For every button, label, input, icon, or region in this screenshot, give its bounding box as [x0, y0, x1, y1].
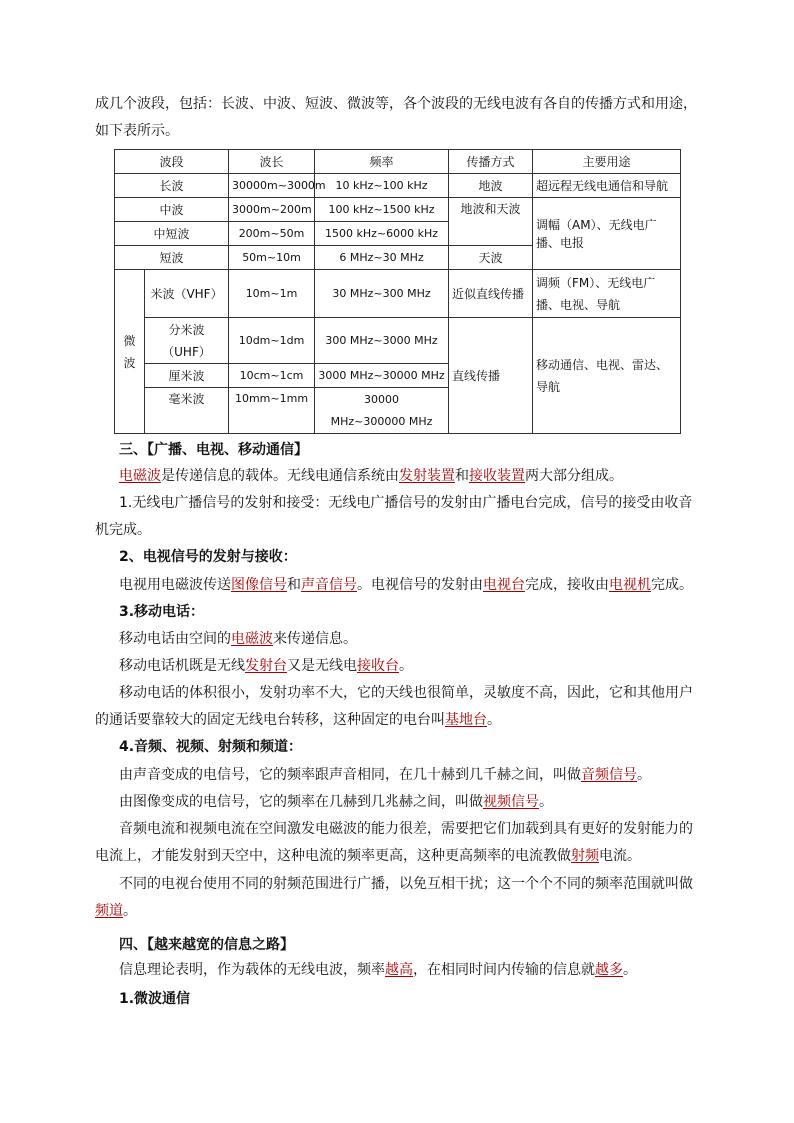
- wavelength-cell: 10cm~1cm: [229, 364, 315, 388]
- header-wavelength: 波长: [229, 150, 315, 174]
- frequency-cell: 300 MHz~3000 MHz: [315, 318, 449, 364]
- text: 。: [637, 767, 651, 783]
- use-cell: 调幅（AM）、无线电广播、电报: [533, 198, 681, 270]
- use-cell: 超远程无线电通信和导航: [533, 174, 681, 198]
- paragraph: [95, 846, 641, 866]
- text: 又是无线电: [287, 658, 357, 674]
- keyword: 越高: [385, 962, 413, 978]
- keyword: 电视台: [483, 577, 525, 593]
- keyword: 图像信号: [231, 577, 287, 593]
- text: 。: [123, 903, 137, 919]
- paragraph: 移动电话的体积很小，发射功率不大，它的天线也很简单，灵敏度不高，因此，它和其他用户: [119, 685, 693, 701]
- text: 。: [623, 962, 637, 978]
- paragraph: [119, 466, 623, 486]
- table-row: [115, 318, 681, 364]
- frequency-cell: 10 kHz~100 kHz: [315, 174, 449, 198]
- text: 完成，接收由: [525, 577, 609, 593]
- text: 移动电话机既是无线: [119, 658, 245, 674]
- paragraph: [95, 710, 501, 730]
- text: 电流上，才能发射到天空中，这种电流的频率更高，这种更高频率的电流教做: [95, 848, 571, 864]
- wavelength-cell: 30000m~3000m: [229, 174, 315, 198]
- table-header-row: [115, 150, 681, 174]
- propagation-cell: 近似直线传播: [449, 270, 533, 318]
- section-title: 【广播、电视、移动通信】: [147, 442, 308, 458]
- keyword: 电磁波: [119, 468, 161, 484]
- propagation-cell: 地波和天波: [449, 198, 533, 246]
- band-cell: 毫米波: [145, 388, 229, 434]
- text: 信息理论表明，作为载体的无线电波，频率: [119, 962, 385, 978]
- use-cell: 调频（FM）、无线电广播、电视、导航: [533, 270, 681, 318]
- text: 是传递信息的载体。无线电通信系统由: [161, 468, 399, 484]
- propagation-cell: 天波: [449, 246, 533, 270]
- frequency-cell: 30000 MHz~300000 MHz: [315, 388, 449, 434]
- band-cell: 分米波（UHF）: [145, 318, 229, 364]
- use-cell: 移动通信、电视、雷达、导航: [533, 318, 681, 434]
- text: 的通话要靠较大的固定无线电台转移，这种固定的电台叫: [95, 712, 445, 728]
- band-cell: 长波: [115, 174, 229, 198]
- wavelength-cell: 3000m~200m: [229, 198, 315, 222]
- section-3-heading: [119, 440, 308, 460]
- paragraph: [119, 960, 637, 980]
- section-title: 【越来越宽的信息之路】: [147, 937, 294, 953]
- wavelength-cell: 10mm~1mm: [229, 388, 315, 434]
- paragraph: [95, 901, 137, 921]
- keyword: 基地台: [445, 712, 487, 728]
- intro-line-1: 成几个波段，包括：长波、中波、短波、微波等，各个波段的无线电波有各自的传播方式和用途，: [95, 96, 697, 112]
- paragraph: 音频电流和视频电流在空间激发电磁波的能力很差，需要把它们加载到具有更好的发射能力的: [119, 821, 693, 837]
- paragraph: 机完成。: [95, 522, 151, 538]
- section-number: 三、: [119, 442, 147, 458]
- band-cell: 中短波: [115, 222, 229, 246]
- frequency-cell: 6 MHz~30 MHz: [315, 246, 449, 270]
- keyword: 声音信号: [301, 577, 357, 593]
- paragraph: [119, 629, 357, 649]
- paragraph: [119, 765, 651, 785]
- keyword: 发射装置: [399, 468, 455, 484]
- band-cell: 中波: [115, 198, 229, 222]
- band-cell: 米波（VHF）: [145, 270, 229, 318]
- table-row: [115, 174, 681, 198]
- keyword: 接收台: [357, 658, 399, 674]
- keyword: 视频信号: [483, 794, 539, 810]
- frequency-cell: 1500 kHz~6000 kHz: [315, 222, 449, 246]
- frequency-cell: 100 kHz~1500 kHz: [315, 198, 449, 222]
- text: 。: [539, 794, 553, 810]
- subheading: 4.音频、视频、射频和频道：: [119, 739, 303, 755]
- keyword: 越多: [595, 962, 623, 978]
- text: 移动电话由空间的: [119, 631, 231, 647]
- header-frequency: 频率: [315, 150, 449, 174]
- paragraph: 1.无线电广播信号的发射和接受：无线电广播信号的发射由广播电台完成，信号的接受由收音: [119, 495, 693, 511]
- wavelength-cell: 50m~10m: [229, 246, 315, 270]
- keyword: 电视机: [609, 577, 651, 593]
- text: 完成。: [651, 577, 693, 593]
- band-cell: 短波: [115, 246, 229, 270]
- header-use: 主要用途: [533, 150, 681, 174]
- keyword: 发射台: [245, 658, 287, 674]
- table-row: [115, 198, 681, 222]
- frequency-cell: 3000 MHz~30000 MHz: [315, 364, 449, 388]
- keyword: 频道: [95, 903, 123, 919]
- frequency-cell: 30 MHz~300 MHz: [315, 270, 449, 318]
- section-number: 四、: [119, 937, 147, 953]
- paragraph: [119, 575, 693, 595]
- subheading: 2、电视信号的发射与接收：: [119, 549, 297, 565]
- paragraph: [119, 656, 413, 676]
- wave-band-table: [114, 149, 681, 434]
- keyword: 音频信号: [581, 767, 637, 783]
- microwave-label-cell: 微波: [115, 270, 145, 434]
- propagation-cell: 地波: [449, 174, 533, 198]
- text: 电流。: [599, 848, 641, 864]
- text: 。: [399, 658, 413, 674]
- text: ，在相同时间内传输的信息就: [413, 962, 595, 978]
- band-cell: 厘米波: [145, 364, 229, 388]
- text: 两大部分组成。: [525, 468, 623, 484]
- header-propagation: 传播方式: [449, 150, 533, 174]
- text: 由图像变成的电信号，它的频率在几赫到几兆赫之间，叫做: [119, 794, 483, 810]
- propagation-cell: 直线传播: [449, 318, 533, 434]
- text: 。电视信号的发射由: [357, 577, 483, 593]
- intro-line-2: 如下表所示。: [95, 123, 179, 139]
- paragraph: [119, 792, 553, 812]
- text: 来传递信息。: [273, 631, 357, 647]
- text: 电视用电磁波传送: [119, 577, 231, 593]
- text: 由声音变成的电信号，它的频率跟声音相同，在几十赫到几千赫之间，叫做: [119, 767, 581, 783]
- text: 和: [287, 577, 301, 593]
- paragraph: 不同的电视台使用不同的射频范围进行广播，以免互相干扰；这一个个不同的频率范围就叫做: [119, 876, 693, 892]
- wavelength-cell: 10dm~1dm: [229, 318, 315, 364]
- keyword: 射频: [571, 848, 599, 864]
- wavelength-cell: 10m~1m: [229, 270, 315, 318]
- keyword: 接收装置: [469, 468, 525, 484]
- keyword: 电磁波: [231, 631, 273, 647]
- subheading: 3.移动电话：: [119, 604, 205, 620]
- section-4-heading: [119, 935, 294, 955]
- wavelength-cell: 200m~50m: [229, 222, 315, 246]
- text: 。: [487, 712, 501, 728]
- header-band: 波段: [115, 150, 229, 174]
- subheading: 1.微波通信: [119, 991, 191, 1007]
- text: 和: [455, 468, 469, 484]
- table-row: [115, 270, 681, 318]
